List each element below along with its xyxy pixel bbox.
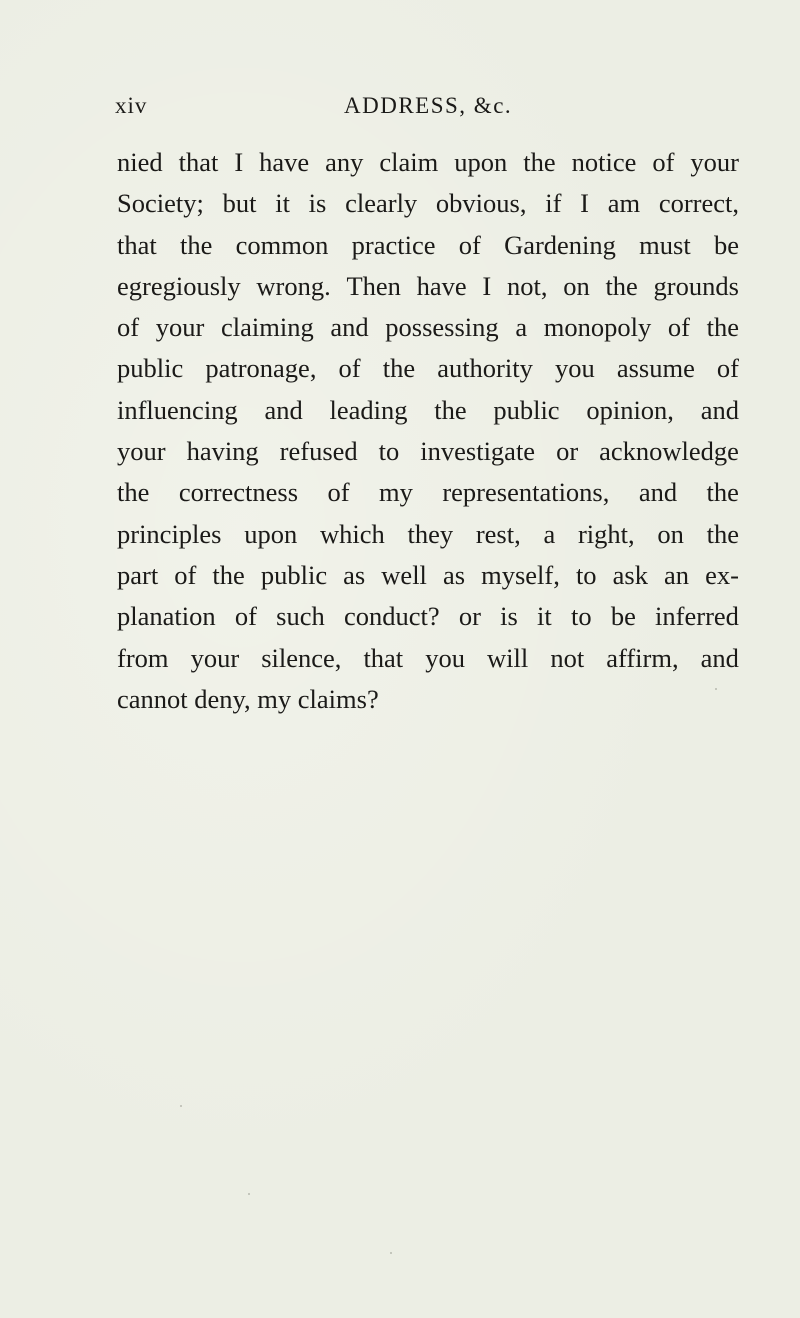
- word: of: [327, 477, 350, 508]
- word: on: [657, 518, 684, 549]
- word: affirm,: [606, 642, 679, 673]
- word: investigate: [420, 436, 536, 467]
- text-line: [117, 390, 739, 431]
- word: to: [570, 601, 592, 632]
- word: is: [500, 601, 518, 632]
- text-line: [117, 638, 739, 679]
- text-line: [117, 307, 739, 348]
- word: from: [117, 642, 169, 673]
- word: public: [260, 559, 328, 590]
- word: conduct?: [343, 601, 440, 632]
- word: claiming: [220, 312, 314, 343]
- word: myself,: [481, 559, 560, 590]
- word: that: [178, 147, 219, 177]
- word: of: [667, 312, 690, 343]
- word: and: [700, 642, 739, 673]
- text-line: [117, 472, 739, 513]
- word: the: [382, 353, 416, 384]
- text-line: [117, 514, 739, 555]
- word: planation: [117, 601, 216, 632]
- word: you: [554, 353, 595, 384]
- text-line: [117, 142, 739, 183]
- word: I: [234, 147, 244, 177]
- word: an: [664, 559, 690, 590]
- word: am: [607, 188, 641, 219]
- word: such: [276, 601, 325, 632]
- word: any: [325, 147, 364, 177]
- word: my: [379, 477, 413, 508]
- word: the: [180, 229, 213, 260]
- word: part: [117, 559, 159, 590]
- word: not,: [506, 270, 548, 301]
- word: refused: [279, 436, 358, 467]
- word: of: [338, 353, 361, 384]
- word: well: [381, 559, 427, 590]
- word: is: [308, 188, 327, 219]
- word: assume: [616, 353, 695, 384]
- word: Then: [346, 270, 401, 301]
- word: and: [264, 394, 303, 425]
- running-head: ADDRESS, &c.: [344, 93, 513, 118]
- paper-speck: [180, 1105, 182, 1107]
- word: Gardening: [504, 229, 616, 260]
- word: that: [363, 642, 404, 673]
- word: I: [580, 188, 589, 219]
- word: I: [482, 270, 492, 301]
- word: nied: [117, 147, 163, 177]
- word: upon: [244, 518, 298, 549]
- word: wrong.: [256, 270, 331, 301]
- word: to: [575, 559, 597, 590]
- word: Society;: [117, 188, 204, 219]
- word: of: [652, 147, 675, 177]
- word: to: [378, 436, 400, 467]
- word: have: [259, 147, 310, 177]
- word: possessing: [385, 312, 499, 343]
- text-line: [117, 225, 739, 266]
- word: inferred: [655, 601, 739, 632]
- word: a: [543, 518, 556, 549]
- word: silence,: [261, 642, 342, 673]
- paper-speck: [715, 688, 717, 690]
- word: that: [117, 229, 157, 260]
- word: egregiously: [117, 270, 241, 301]
- word: the: [434, 394, 467, 425]
- word: ask: [612, 559, 648, 590]
- word: patronage,: [205, 353, 317, 384]
- body-text: [117, 142, 739, 720]
- text-line: [117, 596, 739, 637]
- word: claim: [379, 147, 439, 177]
- word: it: [275, 188, 290, 219]
- word: the: [706, 477, 739, 508]
- word: a: [515, 312, 528, 343]
- word: of: [716, 353, 739, 384]
- word: public: [117, 353, 184, 384]
- text-line-last: cannot deny, my claims?: [117, 683, 379, 714]
- word: but: [222, 188, 257, 219]
- word: be: [713, 229, 739, 260]
- paper-speck: [390, 1252, 392, 1254]
- word: influencing: [117, 394, 238, 425]
- word: your: [190, 642, 240, 673]
- word: and: [700, 394, 739, 425]
- word: or: [556, 436, 579, 467]
- word: which: [319, 518, 385, 549]
- page-number: xiv: [115, 93, 148, 118]
- text-line: [117, 348, 739, 389]
- word: on: [563, 270, 590, 301]
- word: principles: [117, 518, 222, 549]
- text-line: [117, 266, 739, 307]
- word: if: [545, 188, 562, 219]
- word: common: [235, 229, 329, 260]
- word: your: [155, 312, 205, 343]
- word: clearly: [345, 188, 418, 219]
- paper-speck: [248, 1193, 250, 1195]
- word: of: [234, 601, 257, 632]
- word: grounds: [653, 270, 739, 301]
- word: representations,: [442, 477, 610, 508]
- word: will: [487, 642, 529, 673]
- word: correctness: [178, 477, 299, 508]
- word: right,: [577, 518, 635, 549]
- word: the: [706, 312, 739, 343]
- word: practice: [351, 229, 436, 260]
- word: the: [117, 477, 150, 508]
- word: of: [117, 312, 140, 343]
- text-line: [117, 431, 739, 472]
- word: of: [458, 229, 481, 260]
- word: your: [690, 147, 739, 177]
- word: opinion,: [586, 394, 674, 425]
- word: and: [638, 477, 678, 508]
- word: the: [706, 518, 739, 549]
- word: monopoly: [543, 312, 652, 343]
- word: leading: [329, 394, 408, 425]
- text-line: [117, 183, 739, 224]
- word: acknowledge: [599, 436, 739, 467]
- word: they: [407, 518, 454, 549]
- word: of: [174, 559, 197, 590]
- word: ex-: [705, 559, 739, 590]
- word: the: [523, 147, 556, 177]
- word: and: [330, 312, 369, 343]
- word: as: [343, 559, 366, 590]
- word: the: [212, 559, 245, 590]
- word: must: [639, 229, 691, 260]
- word: authority: [437, 353, 533, 384]
- word: the: [605, 270, 638, 301]
- word: have: [416, 270, 467, 301]
- word: as: [442, 559, 466, 590]
- word: notice: [571, 147, 637, 177]
- word: your: [117, 436, 166, 467]
- word: be: [610, 601, 636, 632]
- text-line: [117, 555, 739, 596]
- word: it: [537, 601, 552, 632]
- word: or: [458, 601, 481, 632]
- word: public: [493, 394, 560, 425]
- page-header: [0, 86, 800, 126]
- word: you: [425, 642, 465, 673]
- word: rest,: [475, 518, 521, 549]
- word: obvious,: [435, 188, 527, 219]
- word: correct,: [658, 188, 739, 219]
- word: having: [186, 436, 259, 467]
- word: upon: [454, 147, 508, 177]
- word: not: [550, 642, 585, 673]
